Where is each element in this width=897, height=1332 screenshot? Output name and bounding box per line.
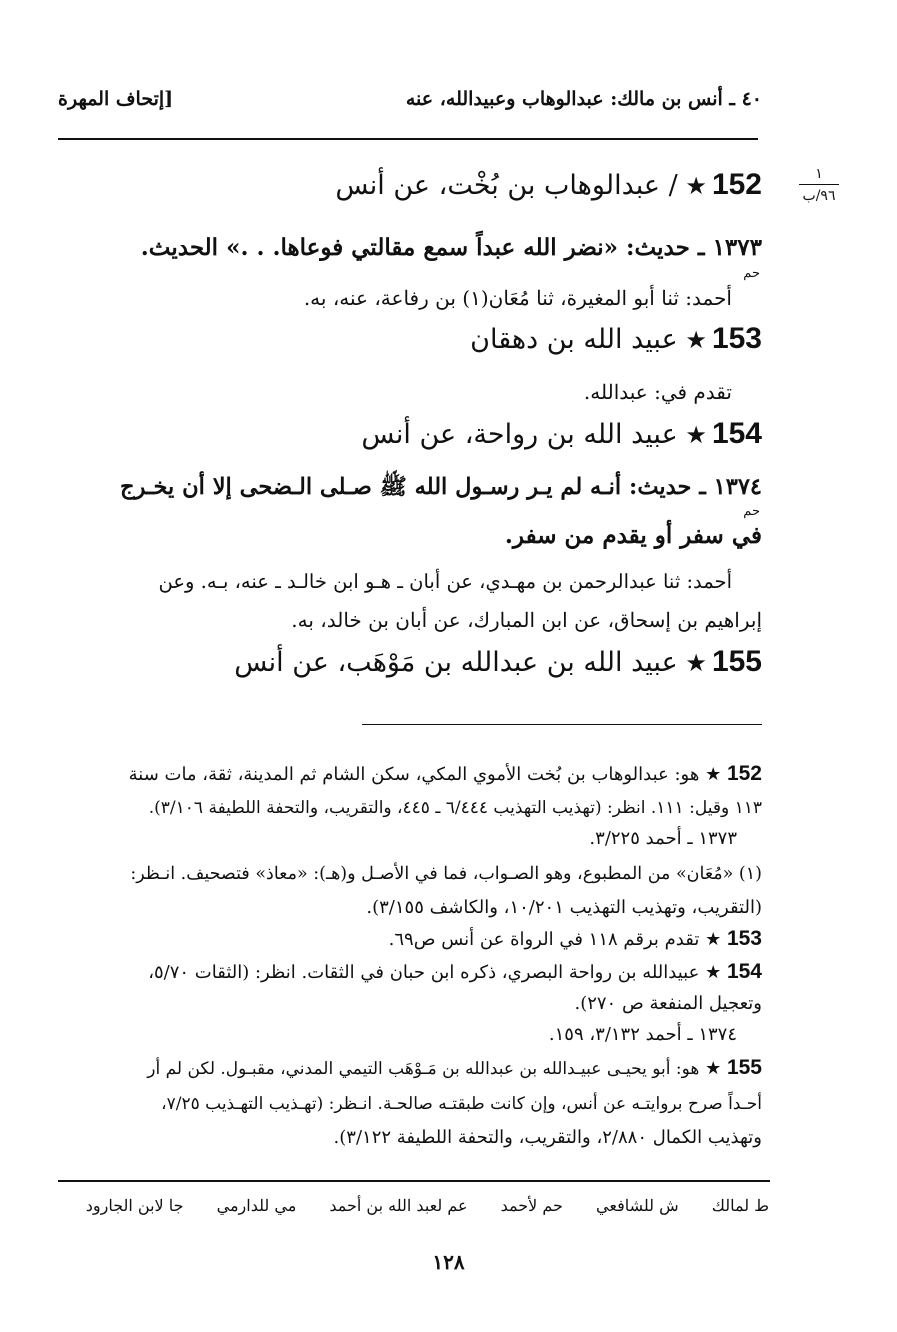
footnote-155-line2: أحـداً صرح بروايتـه عن أنس، وإن كانت طبقتـه صالحـة. انـظر: (تهـذيب التهـذيب ٧/٢٥،: [161, 1094, 762, 1114]
entry-155: [234, 645, 762, 679]
footnote-1374: ١٣٧٤ ـ أحمد ٣/١٣٢، ١٥٩.: [548, 1024, 737, 1045]
siglum-jarud: جا لابن الجارود: [85, 1196, 184, 1215]
margin-note-bottom: ٩٦/ب: [802, 188, 836, 204]
siglum-ahmad: حم لأحمد: [500, 1196, 563, 1215]
footnote-number: 154: [726, 960, 762, 983]
entry-title: عبيد الله بن رواحة، عن أنس: [361, 419, 678, 450]
cross-reference: تقدم في: عبدالله.: [583, 380, 732, 404]
footnote-text: هو: عبدالوهاب بن بُخت الأموي المكي، سكن الشام ثم المدينة، ثقة، مات سنة: [128, 764, 700, 785]
footnote-text: عبيدالله بن رواحة البصري، ذكره ابن حبان في الثقات. انظر: (الثقات ٥/٧٠،: [148, 962, 700, 983]
star-icon: ★: [699, 1058, 722, 1079]
footnote-152-line2: ١١٣ وقيل: ١١١. انظر: (تهذيب التهذيب ٦/٤٤٤ ـ ٤٤٥، والتقريب، والتحفة اللطيفة ٣/١٠٦).: [148, 798, 762, 818]
footnote-1-line2: (التقريب، وتهذيب التهذيب ١٠/٢٠١، والكاشف ٣/١٥٥).: [366, 897, 762, 918]
isnad-1374-line2: إبراهيم بن إسحاق، عن ابن المبارك، عن أبان بن خالد، به.: [291, 608, 762, 632]
footnote-number: 152: [726, 762, 762, 785]
star-icon: ★: [677, 172, 707, 200]
footnote-text: هو: أبو يحيـى عبيـدالله بن عبدالله بن مَـوْهَب التيمي المدني، مقبـول. لكن لم أر: [147, 1059, 700, 1079]
header-rule: [58, 138, 758, 140]
footnote-text: تقدم برقم ١١٨ في الرواة عن أنس ص٦٩.: [388, 929, 700, 950]
footer-rule: [58, 1180, 770, 1182]
siglum-abdullah: عم لعبد الله بن أحمد: [329, 1196, 468, 1215]
footnote-155-line3: وتهذيب الكمال ٢/٨٨٠، والتقريب، والتحفة اللطيفة ٣/١٢٢).: [333, 1127, 762, 1148]
isnad-1374-line1: أحمد: ثنا عبدالرحمن بن مهـدي، عن أبان ـ هـو ابن خالـد ـ عنه، بـه. وعن: [158, 570, 732, 593]
footnote-separator: [362, 724, 762, 725]
sigla-legend: [58, 1196, 769, 1215]
star-icon: ★: [677, 649, 707, 677]
hadith-symbol: حم: [743, 504, 760, 519]
hadith-1373: ١٣٧٣ ـ حديث: «نضر الله عبداً سمع مقالتي فوعاها. . .» الحديث.: [140, 234, 762, 261]
footnote-155: [147, 1056, 762, 1080]
star-icon: ★: [699, 929, 722, 950]
running-title: ٤٠ ـ أنس بن مالك: عبدالوهاب وعبيدالله، عنه: [405, 88, 762, 110]
footnote-152: [129, 762, 762, 786]
siglum-malik: ط لمالك: [711, 1196, 769, 1215]
footnote-154-line2: وتعجيل المنفعة ص ٢٧٠).: [574, 993, 762, 1014]
margin-note-rule: [799, 184, 839, 185]
isnad-1373: أحمد: ثنا أبو المغيرة، ثنا مُعَان(١) بن رفاعة، عنه، به.: [303, 286, 732, 310]
footnote-number: 155: [726, 1056, 762, 1079]
entry-154: [361, 417, 762, 451]
star-icon: ★: [699, 962, 722, 983]
star-icon: ★: [699, 764, 722, 785]
entry-title: عبيد الله بن دهقان: [470, 324, 678, 355]
footnote-1-line1: (١) «مُعَان» من المطبوع، وهو الصـواب، فما في الأصـل و(هـ): «معاذ» فتصحيف. انـظر:: [130, 864, 762, 884]
entry-153: [470, 322, 762, 356]
hadith-symbol: حم: [743, 266, 760, 281]
entry-number: 153: [711, 322, 762, 355]
entry-number: 152: [711, 168, 762, 201]
footnote-number: 153: [726, 927, 762, 950]
entry-title: عبيد الله بن عبدالله بن مَوْهَب، عن أنس: [234, 647, 678, 678]
entry-152: [335, 168, 762, 202]
hadith-1374-line1: ١٣٧٤ ـ حديث: أنـه لم يـر رسـول الله ﷺ صـلى الـضحى إلا أن يخـرج: [119, 474, 762, 500]
footnote-153: [389, 927, 762, 951]
margin-note-top: ١: [815, 166, 823, 182]
hadith-1374-line2: في سفر أو يقدم من سفر.: [504, 522, 762, 549]
entry-number: 154: [711, 417, 762, 450]
siglum-darimi: مي للدارمي: [216, 1196, 297, 1215]
entry-number: 155: [711, 645, 762, 678]
book-title: [إتحاف المهرة: [58, 88, 174, 110]
entry-title: / عبدالوهاب بن بُخْت، عن أنس: [335, 170, 678, 201]
page-number: ١٢٨: [432, 1250, 465, 1274]
star-icon: ★: [677, 326, 707, 354]
siglum-shafii: ش للشافعي: [596, 1196, 679, 1215]
footnote-154: [148, 960, 762, 984]
footnote-1373: ١٣٧٣ ـ أحمد ٣/٢٢٥.: [589, 828, 737, 849]
star-icon: ★: [677, 421, 707, 449]
